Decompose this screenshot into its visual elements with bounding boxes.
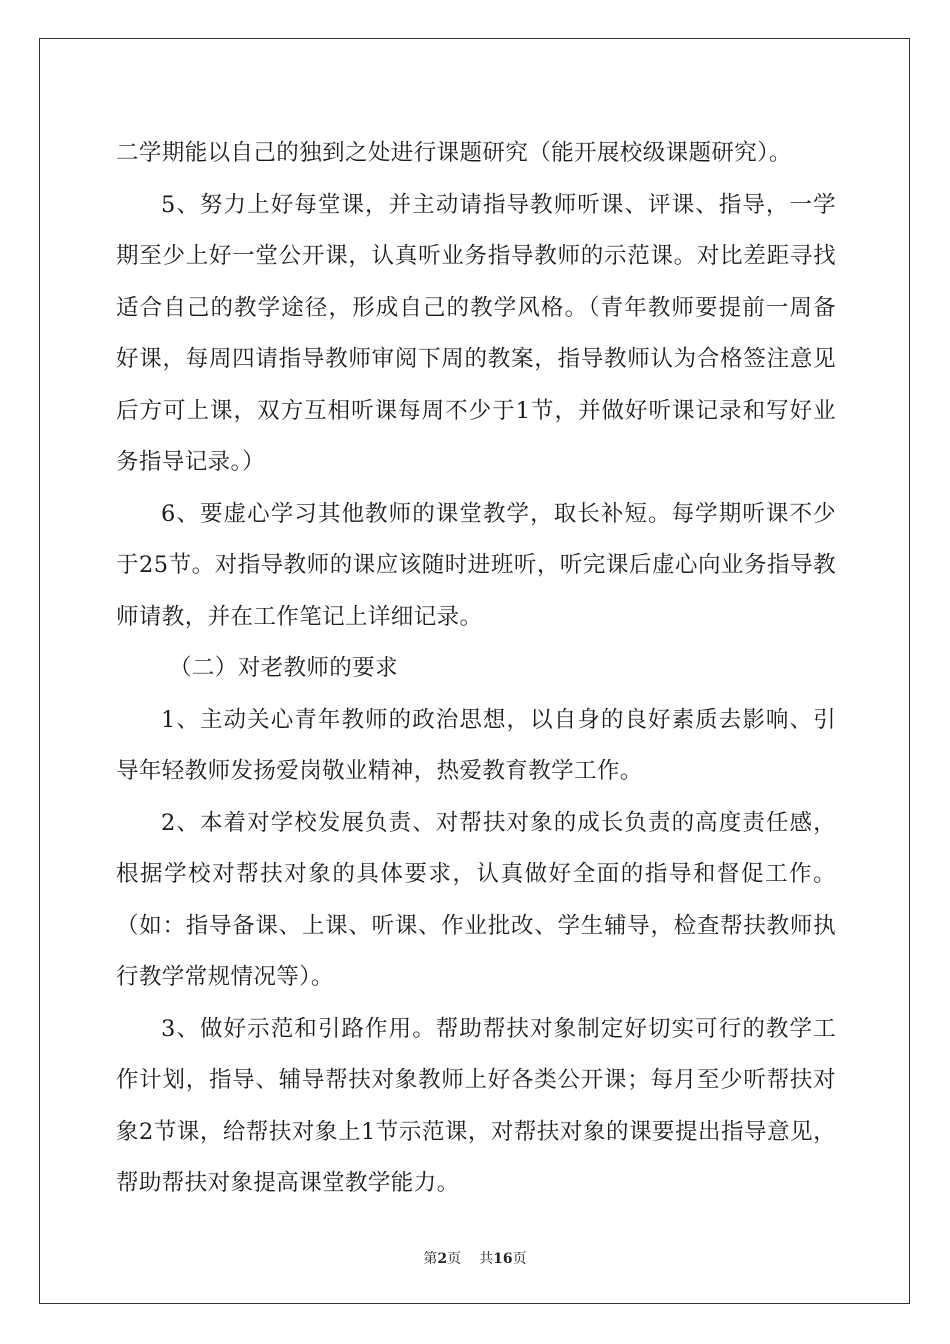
page-prefix: 第 bbox=[423, 1251, 438, 1267]
total-suffix: 页 bbox=[512, 1251, 527, 1267]
paragraph-4: 1、主动关心青年教师的政治思想，以自身的良好素质去影响、引导年轻教师发扬爱岗敬业精神，热爱教育教学工作。 bbox=[116, 706, 836, 784]
paragraph-3: 6、要虚心学习其他教师的课堂教学，取长补短。每学期听课不少于25节。对指导教师的课应该随时进班听，听完课后虚心向业务指导教师请教，并在工作笔记上详细记录。 bbox=[116, 500, 836, 630]
total-pages: 16 bbox=[493, 1251, 513, 1267]
paragraph-6: 3、做好示范和引路作用。帮助帮扶对象制定好切实可行的教学工作计划，指导、辅导帮扶对象教师上好各类公开课；每月至少听帮扶对象2节课，给帮扶对象上1节示范课，对帮扶对象的课要提出指导意见，帮助帮扶对象提高课堂教学能力。 bbox=[116, 1015, 836, 1196]
page-footer bbox=[0, 1248, 950, 1268]
paragraph-5: 2、本着对学校发展负责、对帮扶对象的成长负责的高度责任感，根据学校对帮扶对象的具体要求，认真做好全面的指导和督促工作。（如：指导备课、上课、听课、作业批改、学生辅导，检查帮扶教师执行教学常规情况等）。 bbox=[116, 809, 836, 990]
paragraph-2: 5、努力上好每堂课，并主动请指导教师听课、评课、指导，一学期至少上好一堂公开课，认真听业务指导教师的示范课。对比差距寻找适合自己的教学途径，形成自己的教学风格。（青年教师要提前一周备好课，每周四请指导教师审阅下周的教案，指导教师认为合格签注意见后方可上课，双方互相听课每周不少于1节，并做好听课记录和写好业务指导记录。） bbox=[116, 191, 836, 475]
page-number: 2 bbox=[437, 1251, 448, 1267]
section-heading: （二）对老教师的要求 bbox=[169, 655, 399, 681]
paragraph-1: 二学期能以自己的独到之处进行课题研究（能开展校级课题研究）。 bbox=[116, 140, 792, 166]
page-suffix: 页 bbox=[447, 1251, 462, 1267]
document-body bbox=[116, 128, 836, 1210]
total-prefix: 共 bbox=[479, 1251, 494, 1267]
